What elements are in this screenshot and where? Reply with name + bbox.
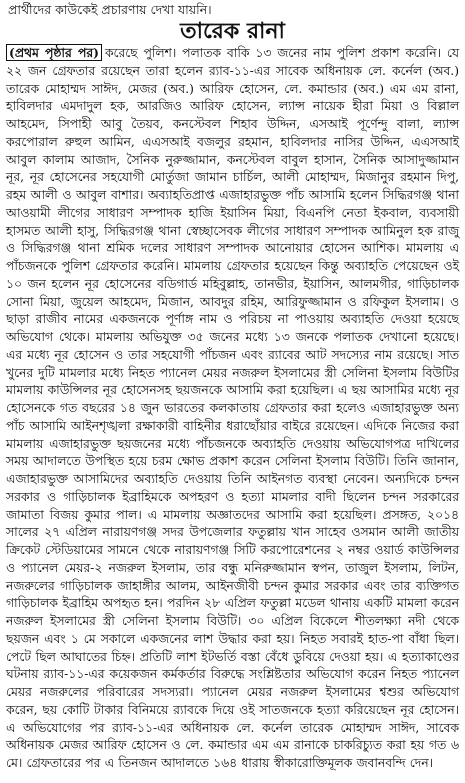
article-body-text: করেছে পুলিশ। পলাতক বাকি ১৩ জনের নাম পুলিশ প্রকাশ করেনি। যে ২২ জন গ্রেফতার রয়েছেন তারা হলেন র‌্যাব-১১-এর সাবেক অধিনায়ক লে. কর্নেল (অব.) তারেক মোহাম্মদ সাঈদ, মেজর (অব.) আরিফ হোসেন, লে. কমান্ডার (অব.) এম এম রানা, হাবিলদার এমদাদুল হক, আরজিও আরিফ হোসেন, ল্যান্স নায়েক হীরা মিয়া ও বিল্লাল আহমেদ, সিপাহী আবু তৈয়ব, কনস্টেবল শিহাব উদ্দিন, এসআই পূর্ণেন্দু বালা, ল্যান্স করপোরাল রুহুল আমিন, এএসআই বজলুর রহমান, হাবিলদার নাসির উদ্দিন, এএসআই আবুল কালাম আজাদ, সৈনিক নুরুজ্জামান, কনস্টেবল বাবুল হাসান, সৈনিক আসাদুজ্জামান নূর, নূর হোসেনের সহযোগী মোর্তুজা জামান চার্চিল, আলী মোহাম্মদ, মিজানুর রহমান দিপু, রহম আলী ও আবুল বাশার। অব্যাহতিপ্রাপ্ত এজাহারভুক্ত পাঁচ আসামি হলেন সিদ্ধিরগঞ্জ থানা আওয়ামী লীগের সাধারণ সম্পাদক হাজি ইয়াসিন মিয়া, বিএনপি নেতা ইকবাল, ব্যবসায়ী হাসমত আলী হাসু, সিদ্ধিরগঞ্জ থানা স্বেচ্ছাসেবক লীগের সাধারণ সম্পাদক আমিনুল হক রাজু ও সিদ্ধিরগঞ্জ থানা শ্রমিক দলের সাধারণ সম্পাদক আনোয়ার হোসেন আশিক। মামলায় এ পাঁচজনকে পুলিশ গ্রেফতার করেনি। মামলায় গ্রেফতার হয়েছেন কিন্তু অব্যাহতি পেয়েছেন ওই ১০ জন হলেন নূর হোসেনের বডিগার্ড মহিবুল্লাহ, তানভীর, ইয়াসিন, আলমগীর, গাড়িচালক সোনা মিয়া, জুয়েল আহমেদ, মিজান, আবদুর রহিম, আরিফুজ্জামান ও রফিকুল ইসলাম। ও ছাড়া রাজীব নামের একজনকে পূর্ণাঙ্গ নাম ও পরিচয় না পাওয়ায় অব্যাহতি দেওয়া হয়েছে অভিযোগ থেকে। মামলায় অভিযুক্ত ৩৫ জনের মধ্যে ১৩ জনকে পলাতক দেখানো হয়েছে। এর মধ্যে নূর হোসেন ও তার সহযোগী পাঁচজন এবং র‌্যাবের আট সদস্যের নাম রয়েছে। সাত খুনের দুটি মামলার মধ্যে নিহত প্যানেল মেয়র নজরুল ইসলামের স্ত্রী সেলিনা ইসলাম বিউটির মামলায় কাউন্সিলর নূর হোসেনসহ ছয়জনকে আসামি করা হয়েছিল। এ ছয় আসামির মধ্যে নূর হোসেনকে গত বছরের ১৪ জুন ভারতের কলকাতায় গ্রেফতার করা হলেও এজাহারভুক্ত অন্য পাঁচ আসামি আইনশৃঙ্খলা রক্ষাকারী বাহিনীর ধরাছোঁয়ার বাইরে রয়েছেন। এদিকে নিজের করা মামলায় এজাহারভুক্ত ছয়জনের মধ্যে পাঁচজনকে অব্যাহতি দেওয়ায় অভিযোগপত্র দাখিলের সময় আদালতে উপস্থিত হয়ে চরম ক্ষোভ প্রকাশ করেন সেলিনা ইসলাম বিউটি। তিনি জানান, এজাহারভুক্ত আসামিদের অব্যাহতি দেওয়ায় তিনি আইনগত ব্যবস্থা নেবেন। অন্যদিকে চন্দন সরকার ও গাড়িচালক ইব্রাহিমকে অপহরণ ও হত্যা মামলার বাদী ছিলেন চন্দন সরকারের জামাতা বিজয় কুমার পাল। এ মামলায় অজ্ঞাতদের আসামি করা হয়েছিল। প্রসঙ্গত, ২০১৪ সালের ২৭ এপ্রিল নারায়ণগঞ্জ সদর উপজেলার ফতুল্লায় খান সাহেব ওসমান আলী জাতীয় ক্রিকেট স্টেডিয়ামের সামনে থেকে নারায়ণগঞ্জ সিটি করপোরেশনের ২ নম্বর ওয়ার্ড কাউন্সিলর ও প্যানেল মেয়র-২ নজরুল ইসলাম, তার বন্ধু মনিরুজ্জামান স্বপন, তাজুল ইসলাম, লিটন, নজরুলের গাড়িচালক জাহাঙ্গীর আলম, আইনজীবী চন্দন কুমার সরকার এবং তার ব্যক্তিগত গাড়িচালক ইব্রাহিম অপহৃত হন। পরদিন ২৮ এপ্রিল ফতুল্লা মডেল থানায় একটি মামলা করেন নজরুল ইসলামের স্ত্রী সেলিনা ইসলাম বিউটি। ৩০ এপ্রিল বিকেলে শীতলক্ষ্যা নদী থেকে ছয়জন এবং ১ মে সকালে একজনের লাশ উদ্ধার করা হয়। নিহত সবারই হাত-পা বাঁধা ছিল। পেটে ছিল আঘাতের চিহ্ন। প্রতিটি লাশ ইটভর্তি বস্তা বেঁধে ডুবিয়ে দেওয়া হয়। এ হত্যাকাণ্ডের ঘটনায় র‌্যাব-১১-এর কয়েকজন কর্মকর্তার বিরুদ্ধে সংশ্লিষ্টতার অভিযোগ করেন নিহত প্যানেল মেয়র নজরুলের পরিবারের সদস্যরা। প্যানেল মেয়র নজরুল ইসলামের শ্বশুর অভিযোগ করেন, ছয় কোটি টাকার বিনিময়ে র‌্যাবকে দিয়ে ওই সাতজনকে হত্যা করিয়েছেন নূর হোসেন। এ অভিযোগের পর র‌্যাব-১১-এর অধিনায়ক লে. কর্নেল তারেক মোহাম্মদ সাঈদ, সাবেক অধিনায়ক মেজর আরিফ হোসেন ও লে. কমান্ডার এম এম রানাকে চাকরিচ্যুত করা হয় গত ৬ মে। গ্রেফতারের পর এ তিনজন আদালতে ১৬৪ ধারায় স্বীকারোক্তিমূলক জবানবন্দি দেন। — [6, 46, 459, 770]
continued-from-front-page-label: (প্রথম পৃষ্ঠার পর) — [6, 44, 102, 61]
article-body — [6, 44, 459, 773]
previous-article-tail: প্রার্থীদের কাউকেই প্রচারণায় দেখা যায়নি। — [8, 2, 212, 17]
article-headline: তারেক রানা — [180, 18, 285, 44]
